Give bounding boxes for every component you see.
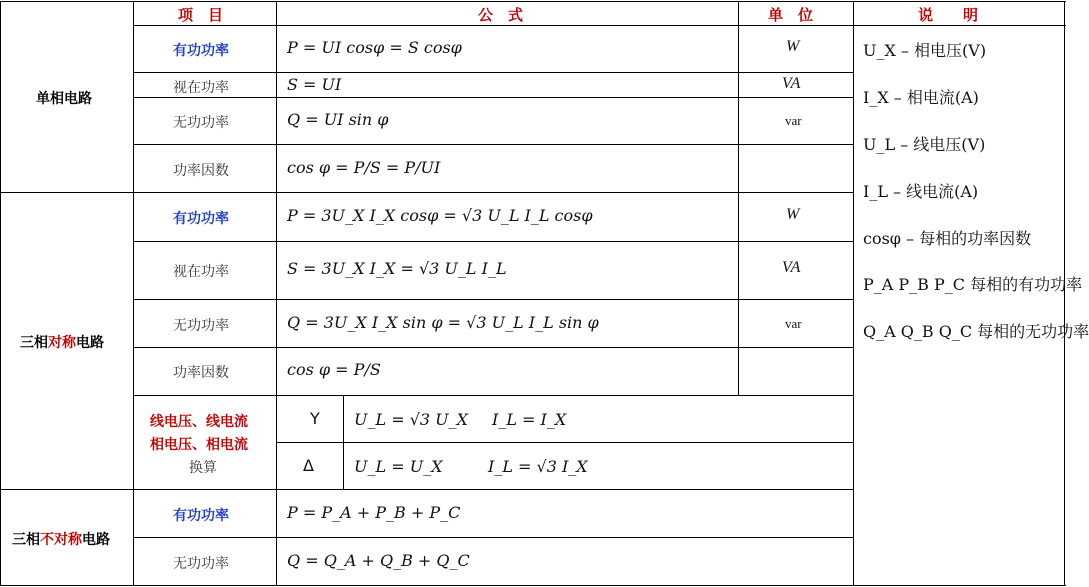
single-active-name: 有功功率 xyxy=(173,43,229,59)
balanced-apparent-unit: VA xyxy=(782,259,801,276)
balanced-apparent-name: 视在功率 xyxy=(173,264,229,280)
wye-symbol: Y xyxy=(310,409,320,428)
balanced-reactive-formula: Q = 3U_X I_X sin φ = √3 U_L I_L sin φ xyxy=(287,313,599,332)
header-note: 说 明 xyxy=(918,6,979,24)
header-formula: 公 式 xyxy=(478,6,524,24)
note-reactive-power: Q_A Q_B Q_C 每相的无功功率 xyxy=(863,322,1089,341)
section-three-phase-balanced: 三相对称电路 xyxy=(20,335,104,351)
note-line-current: I_L – 线电流(A) xyxy=(863,182,979,201)
conversion-line3: 换算 xyxy=(189,460,217,476)
unbalanced-active-formula: P = P_A + P_B + P_C xyxy=(287,503,461,522)
section-three-phase-unbalanced: 三相不对称电路 xyxy=(12,532,110,548)
wye-voltage-formula: U_L = √3 U_X xyxy=(354,410,469,429)
single-factor-name: 功率因数 xyxy=(173,163,229,179)
single-apparent-formula: S = UI xyxy=(287,75,342,94)
balanced-active-name: 有功功率 xyxy=(173,211,229,227)
unbalanced-active-name: 有功功率 xyxy=(173,508,229,524)
wye-current-formula: I_L = I_X xyxy=(492,410,567,429)
single-apparent-name: 视在功率 xyxy=(173,80,229,96)
delta-voltage-formula: U_L = U_X xyxy=(354,457,443,476)
note-power-factor: cosφ – 每相的功率因数 xyxy=(863,229,1032,248)
unbalanced-reactive-name: 无功功率 xyxy=(173,556,229,572)
single-active-formula: P = UI cosφ = S cosφ xyxy=(287,38,462,57)
note-active-power: P_A P_B P_C 每相的有功功率 xyxy=(863,275,1083,294)
balanced-reactive-name: 无功功率 xyxy=(173,318,229,334)
single-active-unit: W xyxy=(786,38,800,55)
note-phase-voltage: U_X – 相电压(V) xyxy=(863,41,987,60)
single-factor-formula: cos φ = P/S = P/UI xyxy=(287,158,441,177)
unbalanced-reactive-formula: Q = Q_A + Q_B + Q_C xyxy=(287,551,470,570)
balanced-factor-formula: cos φ = P/S xyxy=(287,360,381,379)
header-item: 项 目 xyxy=(178,6,224,24)
balanced-reactive-unit: var xyxy=(785,316,802,331)
header-unit: 单 位 xyxy=(768,6,814,24)
single-reactive-unit: var xyxy=(785,113,802,128)
balanced-factor-name: 功率因数 xyxy=(173,365,229,381)
single-reactive-name: 无功功率 xyxy=(173,115,229,131)
single-reactive-formula: Q = UI sin φ xyxy=(287,110,389,129)
delta-current-formula: I_L = √3 I_X xyxy=(488,457,588,476)
single-apparent-unit: VA xyxy=(782,75,801,92)
section-single-phase: 单相电路 xyxy=(36,91,92,107)
note-line-voltage: U_L – 线电压(V) xyxy=(863,135,986,154)
balanced-apparent-formula: S = 3U_X I_X = √3 U_L I_L xyxy=(287,259,507,278)
conversion-line1: 线电压、线电流 xyxy=(150,414,248,430)
note-phase-current: I_X – 相电流(A) xyxy=(863,88,979,107)
balanced-active-formula: P = 3U_X I_X cosφ = √3 U_L I_L cosφ xyxy=(287,206,593,225)
conversion-line2: 相电压、相电流 xyxy=(150,437,248,453)
balanced-active-unit: W xyxy=(786,206,800,223)
delta-symbol: Δ xyxy=(303,456,314,475)
